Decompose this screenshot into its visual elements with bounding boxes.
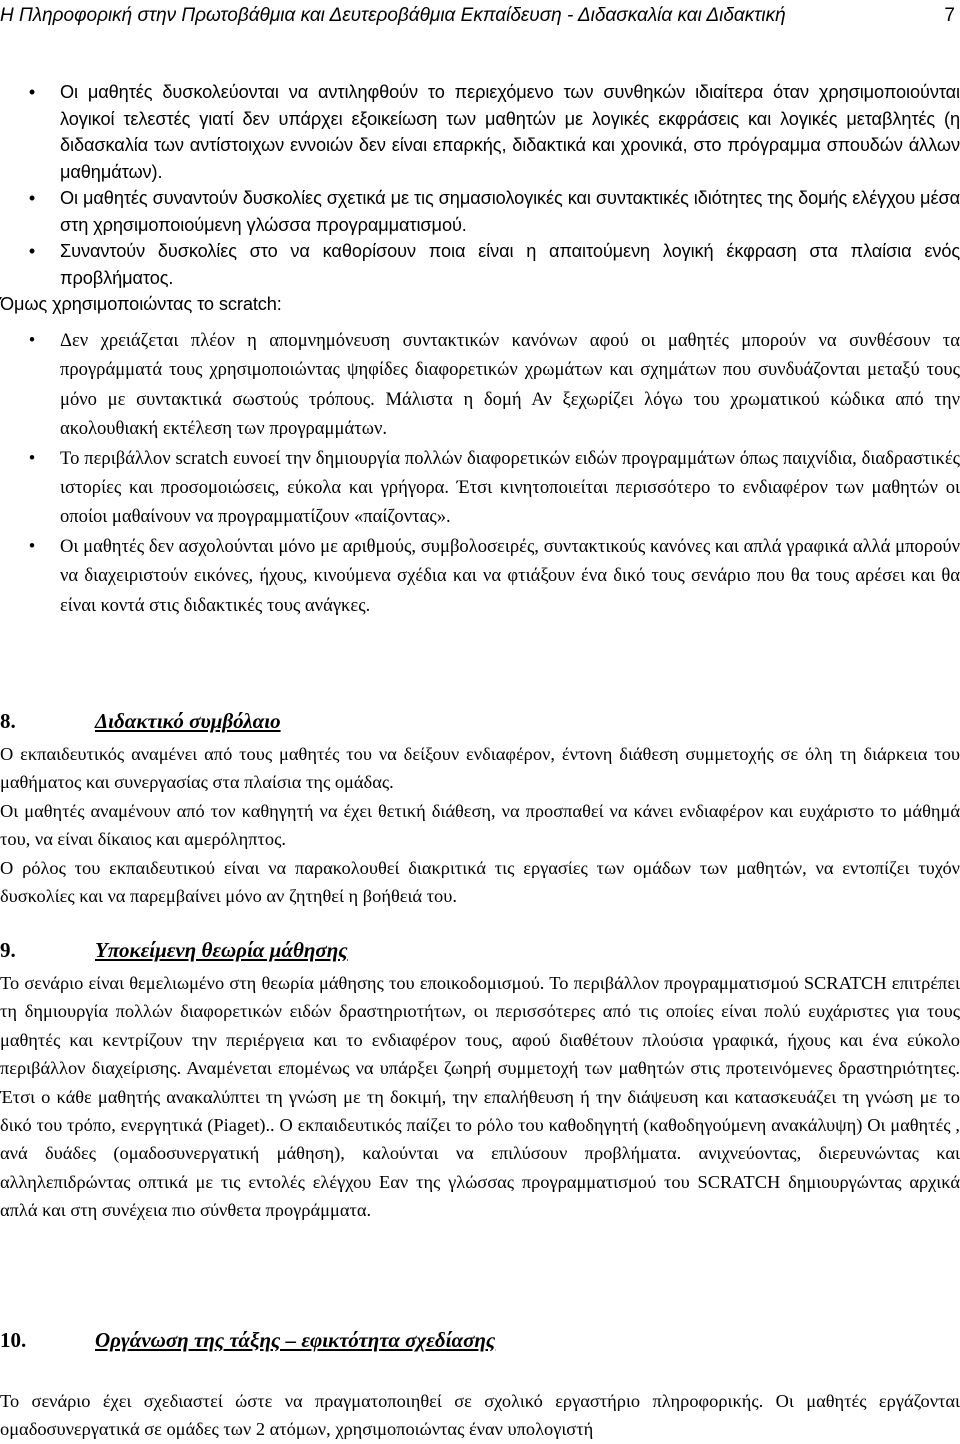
- list-item: [0, 326, 960, 444]
- page-header: [0, 2, 960, 32]
- paragraph: Ο ρόλος του εκπαιδευτικού είναι να παρακολουθεί διακριτικά τις εργασίες των ομάδων των μαθητών, να εντοπίζει τυχόν δυσκολίες και να παρεμβαίνει μόνο αν ζητηθεί η βοήθειά του.: [0, 857, 960, 907]
- section-number: 10.: [0, 1328, 27, 1352]
- section-10-body: [0, 1387, 960, 1444]
- bullet-icon: •: [28, 82, 36, 102]
- list-item-text: Οι μαθητές δεν ασχολούνται μόνο με αριθμούς, συμβολοσειρές, συντακτικούς κανόνες και απλά γραφικά αλλά μπορούν να διαχειριστούν εικόνες, ήχους, κινούμενα σχέδια και να φτιάξουν ένα δικό τους σενάριο που θα τους αρέσει και θα είναι κοντά στις διδακτικές τους ανάγκες.: [60, 535, 960, 616]
- paragraph: Οι μαθητές αναμένουν από τον καθηγητή να έχει θετική διάθεση, να προσπαθεί να κάνει ενδιαφέρον και ευχάριστο το μάθημά του, να είναι δίκαιος και αμερόληπτος.: [0, 800, 960, 850]
- section-title: Οργάνωση της τάξης – εφικτότητα σχεδίασης: [95, 1328, 496, 1352]
- list-item-text: Το περιβάλλον scratch ευνοεί την δημιουργία πολλών διαφορετικών ειδών προγραμμάτων όπως παιχνίδια, διαδραστικές ιστορίες και προσομοιώσεις, εύκολα και γρήγορα. Έτσι κινητοποιείται περισσότερο το ενδιαφέρον των μαθητών οι οποίοι μαθαίνουν να προγραμματίζουν «παίζοντας».: [60, 447, 960, 528]
- section-number: 8.: [0, 709, 16, 733]
- section-8: [0, 706, 960, 910]
- list-item-text: Δεν χρειάζεται πλέον η απομνημόνευση συντακτικών κανόνων αφού οι μαθητές μπορούν να συνθέσουν τα προγράμματά τους χρησιμοποιώντας ψηφίδες διαφορετικών χρωμάτων και σχημάτων που συνδυάζονται μεταξύ τους μόνο με συντακτικά σωστούς τρόπους. Μάλιστα η δομή Αν ξεχωρίζει λόγω του χρωματικού κώδικα από την ακολουθιακή εκτέλεση των προγραμμάτων.: [60, 330, 960, 440]
- section-title: Υποκείμενη θεωρία μάθησης: [95, 938, 348, 962]
- bullet-icon: •: [28, 535, 36, 557]
- section-title: Διδακτικό συμβόλαιο: [95, 709, 281, 733]
- bullet-icon: •: [28, 447, 36, 469]
- section-8-heading: [0, 706, 960, 736]
- bullet-icon: •: [28, 241, 36, 261]
- section-9-heading: [0, 935, 960, 965]
- list-item-text: Οι μαθητές συναντούν δυσκολίες σχετικά με τις σημασιολογικές και συντακτικές ιδιότητες της δομής ελέγχου μέσα στη χρησιμοποιούμενη γλώσσα προγραμματισμού.: [60, 188, 960, 235]
- paragraph: Το σενάριο έχει σχεδιαστεί ώστε να πραγματοποιηθεί σε σχολικό εργαστήριο πληροφορικής. Οι μαθητές εργάζονται ομαδοσυνεργατικά σε ομάδες των 2 ατόμων, χρησιμοποιώντας έναν υπολογιστή: [0, 1391, 960, 1440]
- section-9-body: [0, 969, 960, 1225]
- paragraph: Ο εκπαιδευτικός αναμένει από τους μαθητές του να δείξουν ενδιαφέρον, έντονη διάθεση συμμετοχής σε όλη τη διάρκεια του μαθήματος και συνεργασίας στα πλαίσια της ομάδας.: [0, 744, 960, 793]
- section-9: [0, 935, 960, 1225]
- difficulties-section: [0, 79, 960, 318]
- section-number: 9.: [0, 938, 16, 962]
- scratch-list: [0, 326, 960, 620]
- list-item-text: Συναντούν δυσκολίες στο να καθορίσουν ποια είναι η απαιτούμενη λογική έκφραση στα πλαίσια ενός προβλήματος.: [60, 241, 960, 288]
- header-title: Η Πληροφορική στην Πρωτοβάθμια και Δευτεροβάθμια Εκπαίδευση - Διδασκαλία και Διδακτική: [0, 5, 786, 26]
- bullet-icon: •: [28, 188, 36, 208]
- section-10: [0, 1325, 960, 1444]
- list-item: [0, 79, 960, 185]
- list-item: [0, 532, 960, 620]
- page-number: 7: [944, 5, 955, 26]
- paragraph: Το σενάριο είναι θεμελιωμένο στη θεωρία μάθησης του εποικοδομισμού. Το περιβάλλον προγραμματισμού SCRATCH επιτρέπει τη δημιουργία πολλών διαφορετικών ειδών δραστηριοτήτων, οι περισσότερες από τις οποίες είναι πολύ ευχάριστες για τους μαθητές και κεντρίζουν την περιέργεια και το ενδιαφέρον τους, αφού διαθέτουν πλούσια γραφικά, ήχους και ένα εύκολο περιβάλλον διαχείρισης. Αναμένεται επομένως να υπάρξει ζωηρή συμμετοχή των μαθητών στις προτεινόμενες δραστηριότητες. Έτσι ο κάθε μαθητής ανακαλύπτει τη γνώση με τη δοκιμή, την επαλήθευση ή την διάψευση και κατασκευάζει τη γνώση με το δικό του τρόπο, ενεργητικά (Piaget).. Ο εκπαιδευτικός παίζει το ρόλο του καθοδηγητή (καθοδηγούμενη ανακάλυψη) Οι μαθητές , ανά δυάδες (ομαδοσυνεργατική μάθηση), καλούνται να επιλύσουν προβλήματα. ανιχνεύοντας, διερευνώντας και αλληλεπιδρώντας οπτικά με τις εντολές ελέγχου Εαν της γλώσσας προγραμματισμού του SCRATCH δημιουργώντας αρχικά απλά και στη συνέχεια πιο σύνθετα προγράμματα.: [0, 973, 960, 1221]
- difficulties-list: [0, 79, 960, 291]
- list-item: [0, 444, 960, 532]
- scratch-section: [0, 326, 960, 620]
- list-item: [0, 238, 960, 291]
- section-10-heading: [0, 1325, 960, 1355]
- list-item-text: Οι μαθητές δυσκολεύονται να αντιληφθούν το περιεχόμενο των συνθηκών ιδιαίτερα όταν χρησιμοποιούνται λογικοί τελεστές γιατί δεν υπάρχει εξοικείωση των μαθητών με λογικές εκφράσεις και λογικές μεταβλητές (η διδασκαλία των αντίστοιχων εννοιών δεν είναι επαρκής, διδακτικά και χρονικά, στο πρόγραμμα σπουδών άλλων μαθημάτων).: [60, 82, 960, 182]
- list-item: [0, 185, 960, 238]
- scratch-intro: Όμως χρησιμοποιώντας το scratch:: [0, 294, 282, 314]
- section-8-body: [0, 740, 960, 910]
- bullet-icon: •: [28, 330, 36, 351]
